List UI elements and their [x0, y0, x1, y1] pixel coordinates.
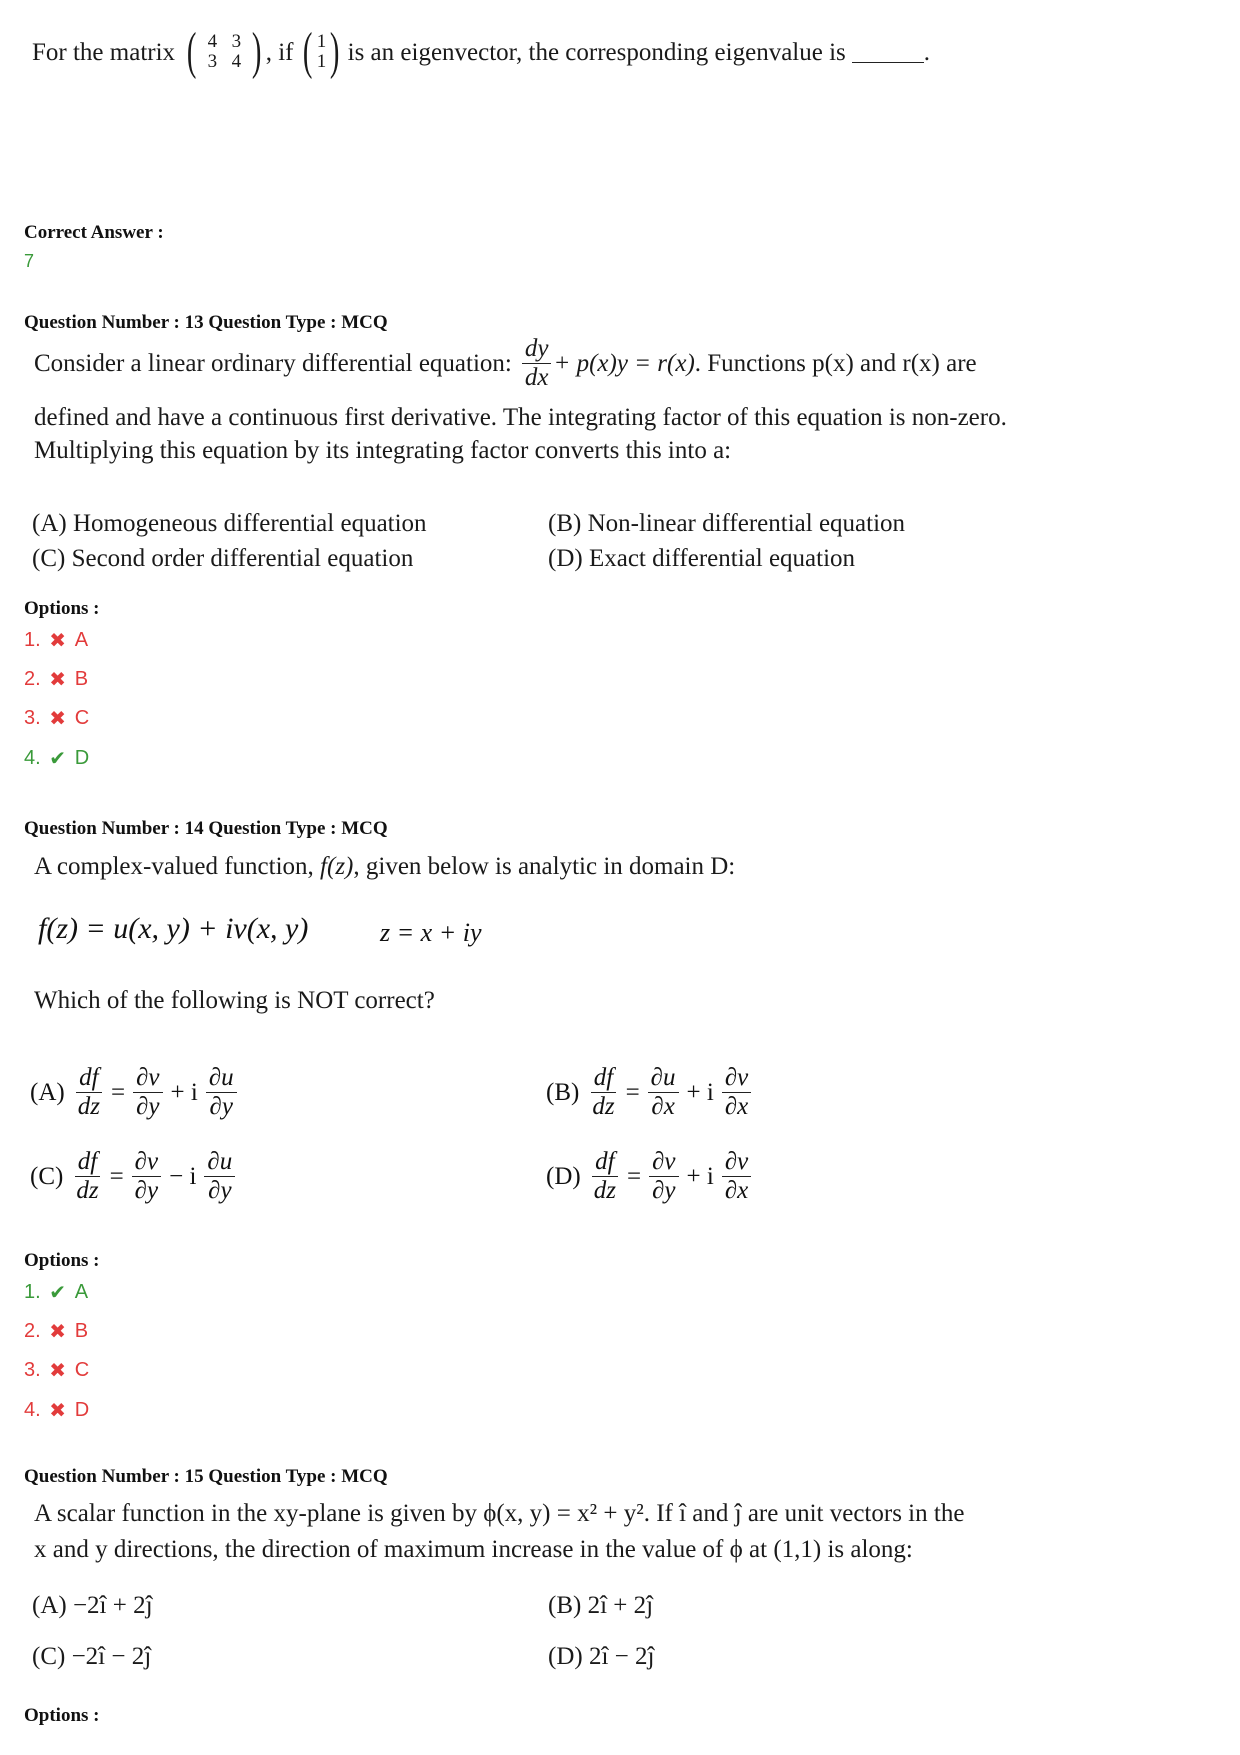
q14-choice-a: (A) $\frac{df}{dz}$ = $\frac{\partial v}{\partial y}$ + i $\frac{\partial u}{\partial y}$: [30, 1064, 239, 1121]
cross-icon: ✖: [49, 630, 67, 652]
q15-line1: A scalar function in the xy-plane is given by ϕ(x, y) = x² + y². If î and ĵ are unit vectors in the: [34, 1500, 965, 1527]
q12-vector: ( 1 1 ): [303, 23, 340, 80]
q13-choice-b: (B) Non-linear differential equation: [548, 510, 906, 537]
q14-eq-left: f(z) = u(x, y) + iv(x, y): [38, 912, 309, 945]
q14-eq-right: z = x + iy: [380, 918, 482, 947]
check-icon: ✔: [49, 1282, 67, 1304]
q13-derivative: $\frac{dy}{dx}$: [522, 335, 552, 392]
q15-choice-b: (B) 2î + 2ĵ: [548, 1592, 654, 1619]
q13-line1: [34, 335, 977, 392]
q14-option-3: 3. ✖ C: [24, 1359, 90, 1382]
matrix-cell: 3: [207, 51, 218, 72]
q15-options-label: Options :: [24, 1705, 100, 1726]
q13-option-2: 2. ✖ B: [24, 668, 89, 691]
cross-icon: ✖: [49, 1360, 67, 1382]
q13-line3: Multiplying this equation by its integrating factor converts this into a:: [34, 437, 732, 464]
q15-choice-d: (D) 2î − 2ĵ: [548, 1643, 655, 1670]
q15-choice-a: (A) −2î + 2ĵ: [32, 1592, 153, 1619]
q13-choice-c: (C) Second order differential equation: [32, 545, 414, 572]
q15-choice-c: (C) −2î − 2ĵ: [32, 1643, 152, 1670]
q13-line1-prefix: Consider a linear ordinary differential equation:: [34, 350, 512, 377]
q13-line1-suffix: . Functions p(x) and r(x) are: [694, 350, 977, 377]
q14-question: Which of the following is NOT correct?: [34, 987, 435, 1014]
vector-cell: 1: [316, 31, 327, 52]
cross-icon: ✖: [49, 1321, 67, 1343]
q15-line2: x and y directions, the direction of maximum increase in the value of ϕ at (1,1) is along:: [34, 1536, 913, 1563]
q13-header: Question Number : 13 Question Type : MCQ: [24, 312, 388, 333]
q13-options-label: Options :: [24, 598, 100, 619]
q13-option-3: 3. ✖ C: [24, 707, 90, 730]
q12-mid: , if: [265, 38, 294, 66]
q12-suffix: is an eigenvector, the corresponding eigenvalue is: [347, 38, 846, 66]
cross-icon: ✖: [49, 669, 67, 691]
q12-statement: [32, 23, 931, 80]
q14-choice-d: (D) $\frac{df}{dz}$ = $\frac{\partial v}{\partial y}$ + i $\frac{\partial v}{\partial x}$: [546, 1148, 753, 1205]
q13-option-4: 4. ✔ D: [24, 747, 90, 770]
q14-option-2: 2. ✖ B: [24, 1320, 89, 1343]
q14-choice-b: (B) $\frac{df}{dz}$ = $\frac{\partial u}{\partial x}$ + i $\frac{\partial v}{\partial x}$: [546, 1064, 753, 1121]
correct-answer-value: 7: [24, 251, 35, 271]
q13-choice-a: (A) Homogeneous differential equation: [32, 510, 427, 537]
q13-equation: + p(x)y = r(x): [553, 350, 695, 377]
matrix-cell: 4: [231, 51, 242, 72]
q12-matrix: ( 4 3 3 4 ): [186, 23, 262, 80]
q13-line2: defined and have a continuous first derivative. The integrating factor of this equation is non-zero.: [34, 404, 1007, 431]
q14-option-1: 1. ✔ A: [24, 1281, 89, 1304]
q13-option-1: 1. ✖ A: [24, 629, 89, 652]
correct-answer-label: Correct Answer :: [24, 222, 164, 243]
cross-icon: ✖: [49, 708, 67, 730]
q14-fz: f(z): [320, 853, 354, 880]
q15-header: Question Number : 15 Question Type : MCQ: [24, 1466, 388, 1487]
vector-cell: 1: [316, 51, 327, 72]
matrix-cell: 4: [207, 31, 218, 52]
q14-option-4: 4. ✖ D: [24, 1399, 90, 1422]
answer-blank: [852, 42, 924, 63]
q14-header: Question Number : 14 Question Type : MCQ: [24, 818, 388, 839]
check-icon: ✔: [49, 748, 67, 770]
q14-options-label: Options :: [24, 1250, 100, 1271]
matrix-cell: 3: [231, 31, 242, 52]
q14-line1: A complex-valued function, f(z), given below is analytic in domain D:: [34, 853, 736, 880]
q12-tail: .: [923, 38, 931, 66]
q14-choice-c: (C) $\frac{df}{dz}$ = $\frac{\partial v}{\partial y}$ − i $\frac{\partial u}{\partial y}$: [30, 1148, 237, 1205]
q12-prefix: For the matrix: [32, 38, 176, 66]
cross-icon: ✖: [49, 1400, 67, 1422]
q13-choice-d: (D) Exact differential equation: [548, 545, 856, 572]
